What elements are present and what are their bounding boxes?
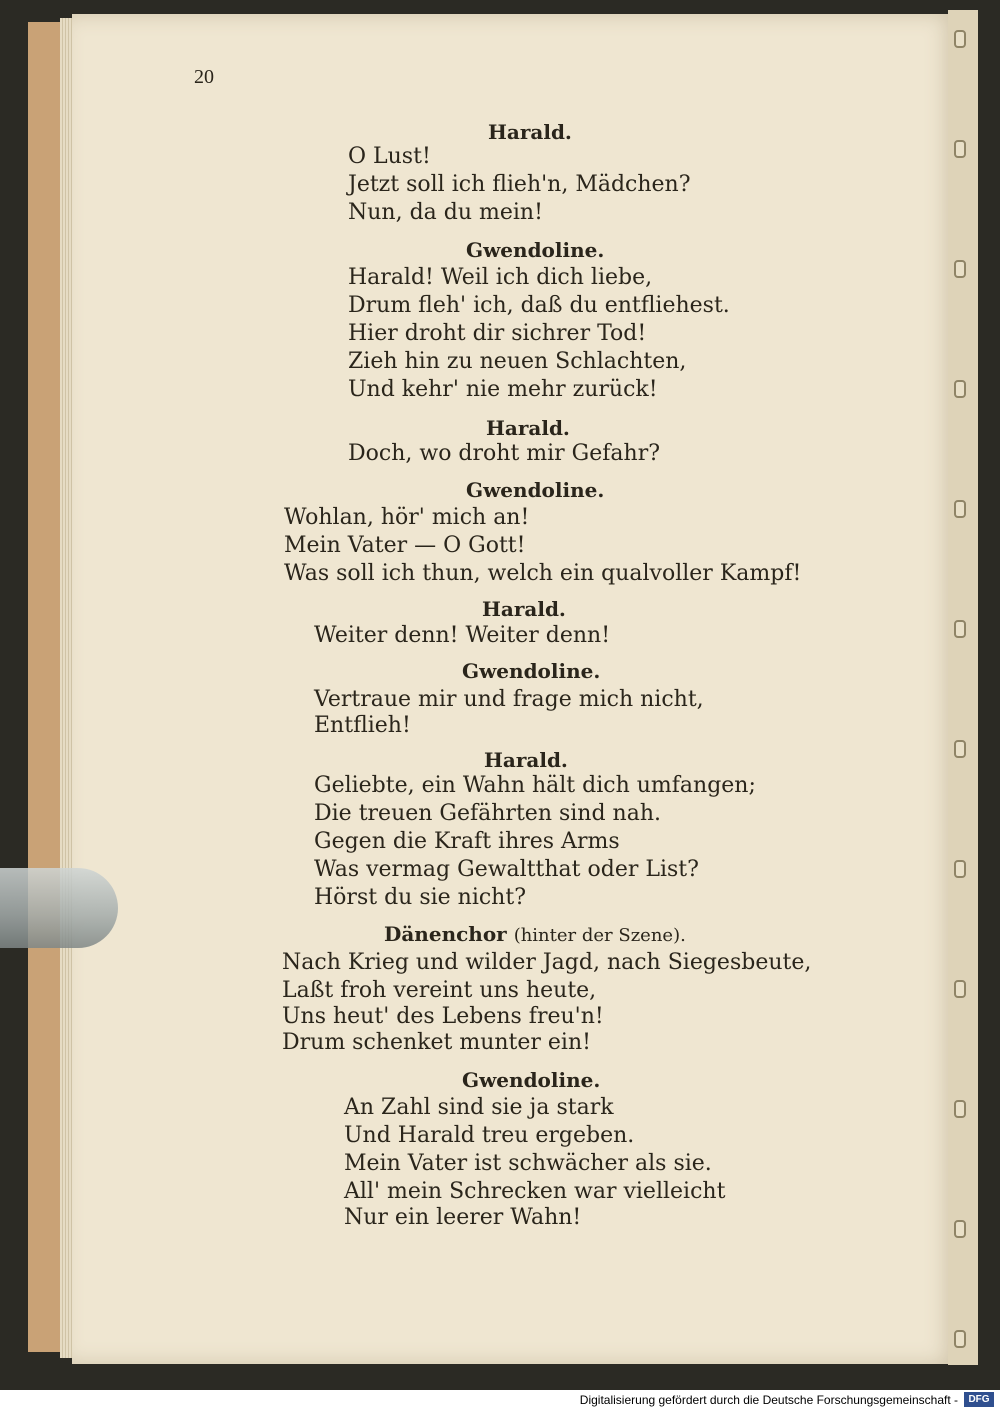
verse-line: O Lust! [348,144,431,169]
verse-line: Mein Vater ist schwächer als sie. [344,1151,712,1176]
verse-line: Drum fleh' ich, daß du entfliehest. [348,293,730,318]
verse-line: Gegen die Kraft ihres Arms [314,829,620,854]
binding-stitch [954,980,966,998]
binding-stitch [954,860,966,878]
speaker-name [384,922,686,946]
verse-line: Mein Vater — O Gott! [284,533,526,558]
verse-line: Geliebte, ein Wahn hält dich umfangen; [314,773,756,798]
dfg-logo: DFG [964,1392,994,1407]
stage-direction: (hinter der Szene). [513,925,686,946]
speaker-name: Gwendoline. [466,478,605,502]
verse-line: Drum schenket munter ein! [282,1030,591,1055]
speaker-name: Harald. [482,597,566,621]
verse-line: Zieh hin zu neuen Schlachten, [348,349,687,374]
speaker-label: Dänenchor [384,922,507,946]
verse-line: Nun, da du mein! [348,200,543,225]
verse-line: Wohlan, hör' mich an! [284,505,530,530]
verse-line: Was vermag Gewaltthat oder List? [314,857,699,882]
speaker-name: Harald. [484,748,568,772]
footer-bar [0,1390,1000,1411]
speaker-name: Harald. [488,120,572,144]
verse-line: Die treuen Gefährten sind nah. [314,801,661,826]
binding-stitch [954,1330,966,1348]
binding-stitch [954,1220,966,1238]
verse-line: Doch, wo droht mir Gefahr? [348,441,661,466]
verse-line: Vertraue mir und frage mich nicht, [314,687,704,712]
page-number: 20 [194,66,214,88]
speaker-name: Gwendoline. [462,659,601,683]
verse-line: Was soll ich thun, welch ein qualvoller Kampf! [284,561,802,586]
verse-line: Hörst du sie nicht? [314,885,526,910]
speaker-name: Gwendoline. [462,1068,601,1092]
verse-line: Nur ein leerer Wahn! [344,1205,582,1230]
binding-stitch [954,380,966,398]
speaker-name: Harald. [486,416,570,440]
verse-line: All' mein Schrecken war vielleicht [344,1179,726,1204]
verse-line: Und kehr' nie mehr zurück! [348,377,658,402]
speaker-name: Gwendoline. [466,238,605,262]
verse-line: Nach Krieg und wilder Jagd, nach Siegesbeute, [282,950,812,975]
binding-stitch [954,620,966,638]
page-holder-clip [0,868,118,948]
verse-line: Hier droht dir sichrer Tod! [348,321,647,346]
binding-stitch [954,1100,966,1118]
verse-line: Entflieh! [314,713,411,738]
verse-line: Uns heut' des Lebens freu'n! [282,1004,604,1029]
binding-stitch [954,500,966,518]
verse-line: Laßt froh vereint uns heute, [282,978,597,1003]
verse-line: Jetzt soll ich flieh'n, Mädchen? [348,172,691,197]
binding-stitch [954,260,966,278]
verse-line: Und Harald treu ergeben. [344,1123,635,1148]
book-spine [948,10,978,1365]
verse-line: An Zahl sind sie ja stark [344,1095,614,1120]
verse-line: Weiter denn! Weiter denn! [314,623,611,648]
verse-line: Harald! Weil ich dich liebe, [348,265,653,290]
binding-stitch [954,740,966,758]
funding-notice: Digitalisierung gefördert durch die Deutsche Forschungsgemeinschaft - [579,1393,958,1407]
binding-stitch [954,30,966,48]
binding-stitch [954,140,966,158]
